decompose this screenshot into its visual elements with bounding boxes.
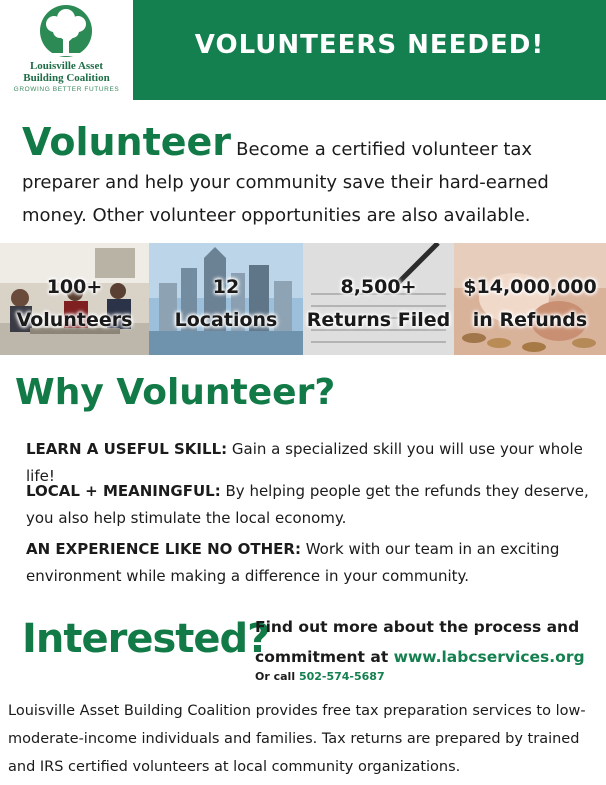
why-heading: Why Volunteer? <box>15 372 336 413</box>
stat-locations-text: 12 Locations <box>174 276 278 331</box>
phone-number[interactable]: 502-574-5687 <box>298 670 385 683</box>
logo-tagline: GROWING BETTER FUTURES <box>13 86 120 93</box>
point-experience-title: AN EXPERIENCE LIKE NO OTHER: <box>26 540 301 558</box>
website-link[interactable]: www.labcservices.org <box>393 648 585 666</box>
stat-volunteers-text: 100+ Volunteers <box>16 276 133 331</box>
footer-text: Louisville Asset Building Coalition provides free tax preparation services to low-moderate-income individuals and families. Tax returns are prepared by trained and IRS certified volunteers at local community organizations. <box>8 703 586 775</box>
stat-refunds-text: $14,000,000 in Refunds <box>463 276 597 331</box>
point-skill-title: LEARN A USEFUL SKILL: <box>26 440 228 458</box>
stat-returns-text: 8,500+ Returns Filed <box>306 276 451 331</box>
banner <box>133 0 606 100</box>
point-local-text: By helping people get the refunds they deserve, you also help stimulate the local economy. <box>26 482 589 527</box>
logo <box>0 0 133 100</box>
point-local-title: LOCAL + MEANINGFUL: <box>26 482 221 500</box>
stat-locations <box>149 243 303 355</box>
interested-heading: Interested? <box>22 616 270 662</box>
call-line <box>255 670 385 683</box>
intro-text: Become a certified volunteer tax preparer and help your community save their hard-earned money. Other volunteer opportunities are also available. <box>22 139 549 226</box>
logo-name: Louisville Asset Building Coalition <box>23 60 110 84</box>
point-experience-text: Work with our team in an exciting environment while making a difference in your community. <box>26 540 560 585</box>
find-out-more <box>255 612 600 672</box>
stat-returns <box>303 243 454 355</box>
stat-volunteers <box>0 243 149 355</box>
find-text: Find out more about the process and commitment at <box>255 618 580 666</box>
banner-title: VOLUNTEERS NEEDED! <box>194 30 545 60</box>
stats-strip <box>0 243 606 355</box>
intro-lead: Volunteer <box>22 120 232 164</box>
intro-section <box>22 120 602 232</box>
point-experience <box>26 536 596 590</box>
point-skill-text: Gain a specialized skill you will use your whole life! <box>26 440 583 485</box>
tree-logo-icon <box>34 4 98 58</box>
point-local <box>26 478 596 532</box>
header <box>0 0 606 100</box>
call-label: Or call <box>255 670 296 683</box>
stat-refunds <box>454 243 606 355</box>
